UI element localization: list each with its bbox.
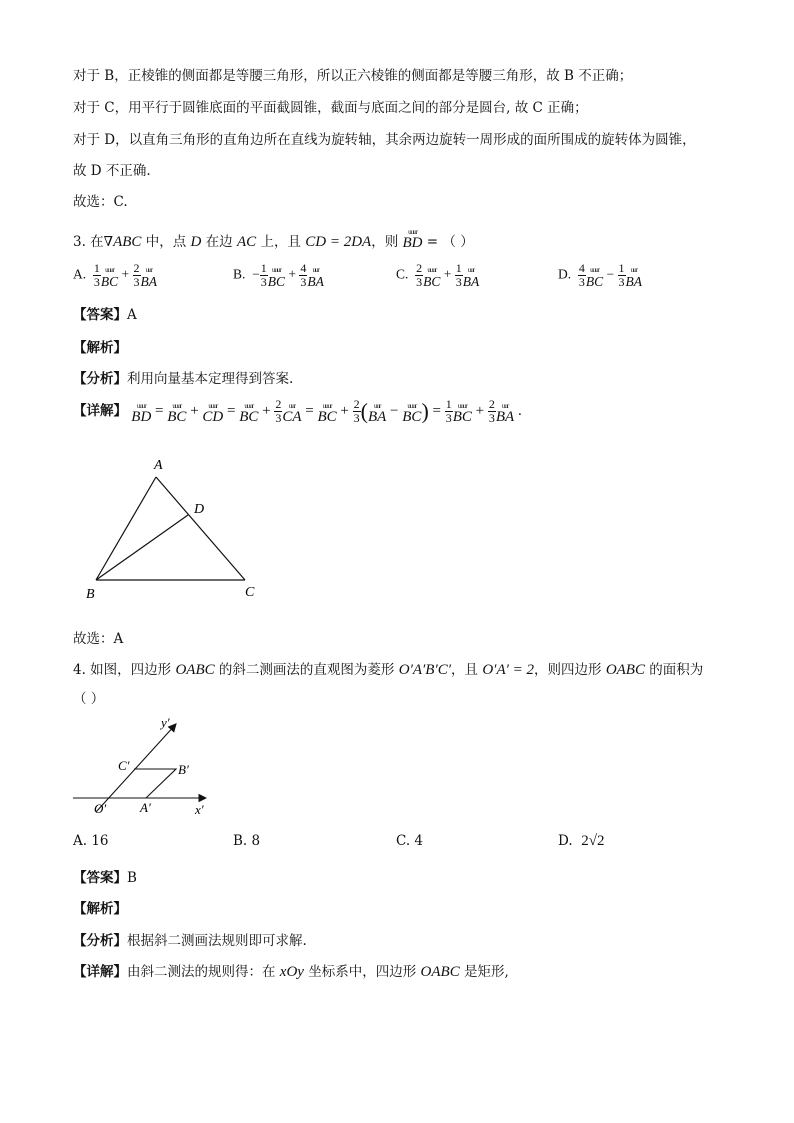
q3-equation: uuur BD = uuur BC + uuur CD = uuur BC + $\frac{2}{3}$ uur CA = uuur BC + $\frac{2}{3}$ ( uur BA − uuur BC ) = $\frac{1}{3}$ uuur BC + $\frac{2}{3}$ uur BA .: [131, 397, 522, 425]
side-ab: [96, 477, 156, 580]
q4-option-d: D. 2√2: [558, 833, 605, 849]
q3-xiangjie: 【详解】 uuur BD = uuur BC + uuur CD = uuur BC + $\frac{2}{3}$ uur CA = uuur BC + $\frac{2}{3}$ ( uur BA − uuur BC ) = $\frac{1}{3}$ uuur BC + $\frac{2}{3}$ uur BA .: [73, 397, 522, 425]
label-b: B: [86, 587, 95, 602]
q4-rhombus-figure: [70, 712, 220, 822]
q4-option-c: C. 4: [396, 833, 424, 849]
q3-triangle-figure: [80, 455, 270, 605]
question-4-stem: 4. 如图，四边形 OABC 的斜二测画法的直观图为菱形 O′A′B′C′，且 O′A′ = 2，则四边形 OABC 的面积为: [73, 662, 704, 678]
q3-prefix: 3. 在∇: [73, 234, 114, 250]
rhombus-shape: [107, 769, 176, 798]
q3-answer: 【答案】A: [73, 307, 137, 323]
q4-answer: 【答案】B: [73, 870, 137, 886]
label-c: C: [245, 585, 255, 600]
label-b-prime: B′: [178, 762, 189, 777]
paragraph-d: 对于 D，以直角三角形的直角边所在直线为旋转轴，其余两边旋转一周形成的面所围成的旋转体为圆锥，: [73, 132, 696, 148]
q4-analysis-heading: 【解析】: [73, 901, 127, 917]
y-axis: [96, 724, 176, 812]
q3-mid2: 在边: [201, 234, 237, 250]
q3-target-vector: uuur BD: [402, 228, 423, 251]
q3-mid4: ，则: [371, 234, 403, 250]
q3-triangle: ABC: [113, 234, 142, 250]
question-4-paren: （ ）: [73, 691, 105, 707]
label-d: D: [194, 502, 205, 517]
q3-analysis-heading: 【解析】: [73, 340, 127, 356]
paragraph-b: 对于 B，正棱锥的侧面都是等腰三角形，所以正六棱锥的侧面都是等腰三角形，故 B 不正确；: [73, 68, 633, 84]
label-c-prime: C′: [118, 758, 130, 773]
q3-mid1: 中，点: [141, 234, 191, 250]
label-y-prime: y′: [161, 715, 170, 730]
q4-option-a: A. 16: [73, 833, 109, 849]
q4-option-b: B. 8: [233, 833, 261, 849]
q3-option-b: B. − $\frac{1}{3}$ uuur BC + $\frac{4}{3}$ uur BA: [233, 261, 324, 289]
label-a: A: [154, 458, 163, 473]
choose-c: 故选：C.: [73, 194, 128, 210]
q3-tail: = （ ）: [422, 234, 474, 250]
q3-side-ac: AC: [236, 234, 257, 250]
paragraph-d-cont: 故 D 不正确.: [73, 163, 151, 179]
label-x-prime: x′: [195, 802, 204, 817]
paragraph-c: 对于 C，用平行于圆锥底面的平面截圆锥，截面与底面之间的部分是圆台, 故 C 正确；: [73, 100, 588, 116]
q3-mid3: 上，且: [256, 234, 306, 250]
q3-fenxi: 【分析】利用向量基本定理得到答案.: [73, 371, 294, 387]
q4-fenxi: 【分析】根据斜二测画法规则即可求解.: [73, 933, 307, 949]
q3-option-c: C. $\frac{2}{3}$ uuur BC + $\frac{1}{3}$ uur BA: [396, 261, 480, 289]
q3-choose: 故选：A: [73, 631, 124, 647]
question-3-stem: [73, 229, 474, 251]
q3-point-d: D: [190, 234, 202, 250]
q3-option-d: D. $\frac{4}{3}$ uuur BC − $\frac{1}{3}$ uur BA: [558, 261, 643, 289]
segment-bd: [96, 515, 188, 580]
q3-condition: CD = 2DA: [305, 234, 372, 250]
label-a-prime: A′: [140, 800, 151, 815]
q4-xiangjie: 【详解】由斜二测法的规则得：在 xOy 坐标系中，四边形 OABC 是矩形,: [73, 964, 509, 980]
label-o-prime: O′: [94, 801, 107, 816]
q3-option-a: A. $\frac{1}{3}$ uuur BC + $\frac{2}{3}$ uur BA: [73, 261, 158, 289]
